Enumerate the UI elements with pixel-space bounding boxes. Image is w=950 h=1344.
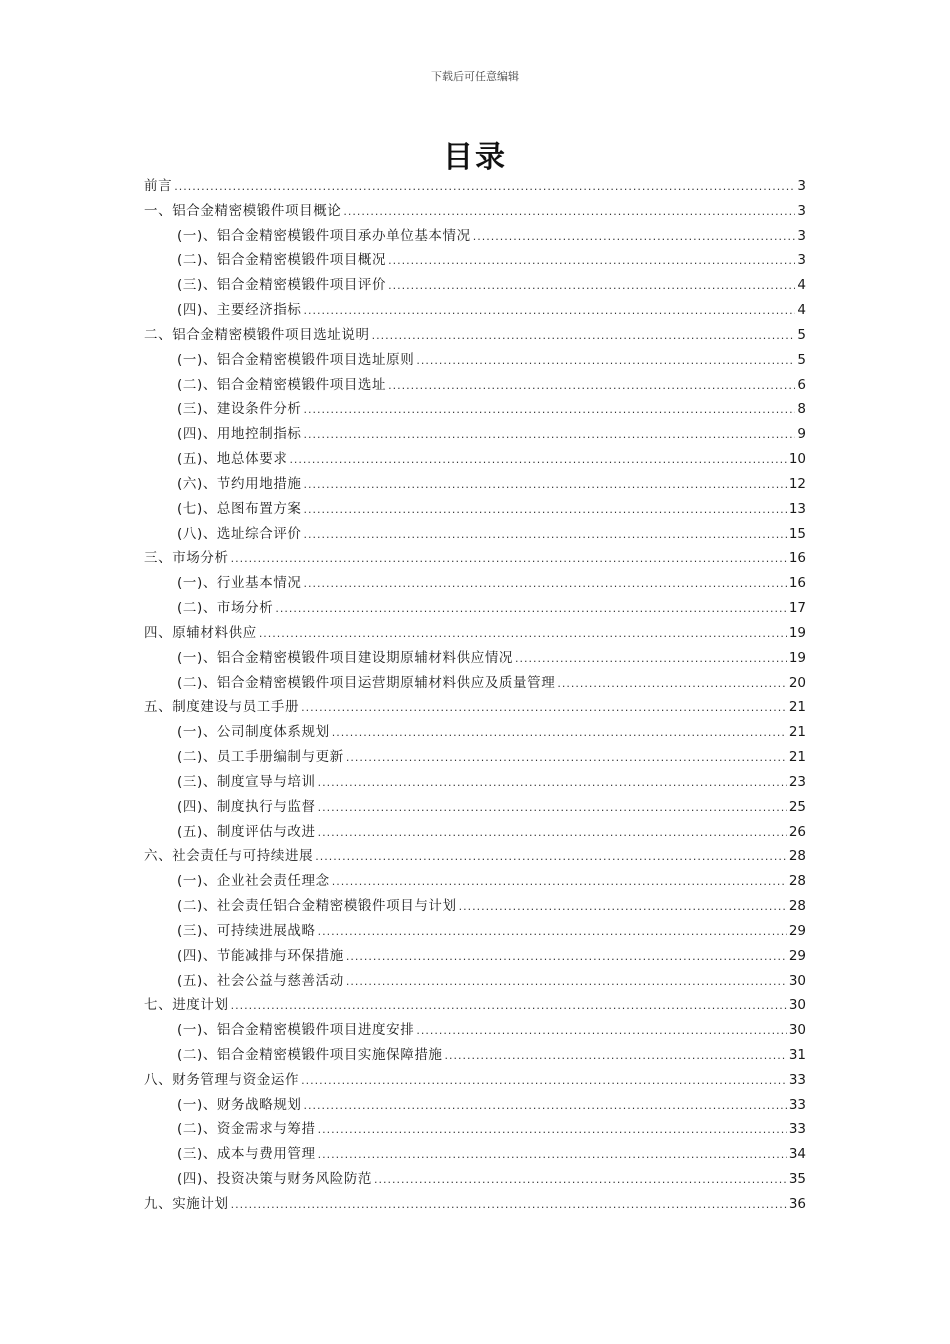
toc-entry-page-number: 28 <box>788 898 806 915</box>
toc-entry-label: (五)、制度评估与改进 <box>177 823 316 840</box>
toc-entry[interactable] <box>144 447 806 472</box>
toc-dot-leader <box>318 821 787 846</box>
toc-entry-page-number: 19 <box>788 624 806 641</box>
toc-entry-label: (一)、财务战略规划 <box>177 1096 302 1113</box>
toc-dot-leader <box>332 721 787 746</box>
toc-entry-page-number: 6 <box>797 376 806 393</box>
toc-entry-page-number: 9 <box>797 426 806 443</box>
toc-entry-page-number: 33 <box>788 1071 806 1088</box>
toc-entry-page-number: 21 <box>788 724 806 741</box>
page-header-note: 下载后可任意编辑 <box>431 70 519 83</box>
toc-entry[interactable] <box>144 273 806 298</box>
toc-entry-label: (二)、铝合金精密模锻件项目选址 <box>177 376 387 393</box>
toc-entry-page-number: 30 <box>788 1022 806 1039</box>
toc-entry[interactable] <box>144 373 806 398</box>
toc-dot-leader <box>315 845 787 870</box>
toc-entry-label: (五)、社会公益与慈善活动 <box>177 972 344 989</box>
toc-entry-label: (五)、地总体要求 <box>177 451 288 468</box>
toc-entry-page-number: 26 <box>788 823 806 840</box>
toc-entry-page-number: 13 <box>788 500 806 517</box>
toc-entry-label: (三)、铝合金精密模锻件项目评价 <box>177 277 387 294</box>
toc-entry[interactable] <box>144 1117 806 1142</box>
toc-dot-leader <box>459 895 787 920</box>
toc-dot-leader <box>231 547 787 572</box>
toc-dot-leader <box>304 1094 787 1119</box>
toc-entry-label: (四)、节能减排与环保措施 <box>177 947 344 964</box>
toc-entry-label: 三、市场分析 <box>144 550 229 567</box>
toc-entry-label: (四)、投资决策与财务风险防范 <box>177 1171 373 1188</box>
toc-entry-label: (一)、行业基本情况 <box>177 575 302 592</box>
toc-entry[interactable] <box>144 497 806 522</box>
toc-entry-page-number: 35 <box>788 1171 806 1188</box>
toc-entry-page-number: 21 <box>788 699 806 716</box>
toc-dot-leader <box>231 1193 787 1218</box>
toc-entry[interactable] <box>144 298 806 323</box>
toc-entry-page-number: 28 <box>788 848 806 865</box>
toc-title: 目录 <box>443 140 507 175</box>
toc-entry-page-number: 36 <box>788 1195 806 1212</box>
toc-entry-label: (一)、公司制度体系规划 <box>177 724 330 741</box>
toc-entry[interactable] <box>144 174 806 199</box>
toc-dot-leader <box>289 448 786 473</box>
toc-dot-leader <box>332 870 787 895</box>
toc-entry-label: (四)、用地控制指标 <box>177 426 302 443</box>
toc-dot-leader <box>445 1044 787 1069</box>
toc-entry-label: 一、铝合金精密模锻件项目概论 <box>144 202 342 219</box>
toc-entry-page-number: 21 <box>788 749 806 766</box>
toc-dot-leader <box>346 970 787 995</box>
toc-entry-label: 七、进度计划 <box>144 997 229 1014</box>
toc-dot-leader <box>416 1019 786 1044</box>
toc-entry-page-number: 12 <box>788 475 806 492</box>
toc-entry-page-number: 19 <box>788 649 806 666</box>
toc-entry[interactable] <box>144 1068 806 1093</box>
toc-entry-label: (二)、铝合金精密模锻件项目概况 <box>177 252 387 269</box>
toc-entry-page-number: 34 <box>788 1146 806 1163</box>
toc-entry-label: (七)、总图布置方案 <box>177 500 302 517</box>
toc-dot-leader <box>304 299 796 324</box>
toc-entry-label: (三)、建设条件分析 <box>177 401 302 418</box>
toc-dot-leader <box>301 1069 787 1094</box>
toc-dot-leader <box>473 225 796 250</box>
toc-entry[interactable] <box>144 422 806 447</box>
toc-dot-leader <box>515 647 787 672</box>
toc-entry-page-number: 23 <box>788 773 806 790</box>
toc-entry-page-number: 4 <box>797 277 806 294</box>
toc-entry[interactable] <box>144 1142 806 1167</box>
toc-entry-label: 九、实施计划 <box>144 1195 229 1212</box>
toc-entry[interactable] <box>144 894 806 919</box>
toc-entry[interactable] <box>144 596 806 621</box>
toc-entry[interactable] <box>144 199 806 224</box>
toc-entry-label: (一)、铝合金精密模锻件项目选址原则 <box>177 351 415 368</box>
toc-entry-label: (三)、制度宣导与培训 <box>177 773 316 790</box>
toc-dot-leader <box>259 622 787 647</box>
toc-entry[interactable] <box>144 348 806 373</box>
toc-entry-page-number: 31 <box>788 1046 806 1063</box>
toc-dot-leader <box>174 175 795 200</box>
toc-dot-leader <box>304 498 787 523</box>
toc-dot-leader <box>388 249 795 274</box>
toc-dot-leader <box>318 1143 787 1168</box>
toc-entry-page-number: 3 <box>797 227 806 244</box>
toc-entry-page-number: 25 <box>788 798 806 815</box>
toc-entry-label: (二)、铝合金精密模锻件项目实施保障措施 <box>177 1046 443 1063</box>
toc-entry-page-number: 17 <box>788 600 806 617</box>
toc-dot-leader <box>318 771 787 796</box>
toc-entry-label: (四)、制度执行与监督 <box>177 798 316 815</box>
toc-entry-label: (二)、市场分析 <box>177 600 274 617</box>
toc-entry-label: 二、铝合金精密模锻件项目选址说明 <box>144 326 370 343</box>
toc-dot-leader <box>388 274 795 299</box>
toc-dot-leader <box>557 672 786 697</box>
toc-entry-page-number: 29 <box>788 947 806 964</box>
toc-entry-label: 八、财务管理与资金运作 <box>144 1071 300 1088</box>
toc-entry[interactable] <box>144 1018 806 1043</box>
toc-entry-label: (一)、企业社会责任理念 <box>177 873 330 890</box>
toc-dot-leader <box>318 796 787 821</box>
toc-dot-leader <box>374 1168 787 1193</box>
toc-dot-leader <box>372 324 796 349</box>
toc-entry[interactable] <box>144 1093 806 1118</box>
toc-entry-label: (八)、选址综合评价 <box>177 525 302 542</box>
toc-entry-label: (一)、铝合金精密模锻件项目进度安排 <box>177 1022 415 1039</box>
toc-entry-page-number: 5 <box>797 326 806 343</box>
toc-entry[interactable] <box>144 720 806 745</box>
toc-entry-page-number: 3 <box>797 178 806 194</box>
toc-entry[interactable] <box>144 919 806 944</box>
toc-entry[interactable] <box>144 770 806 795</box>
toc-dot-leader <box>416 349 795 374</box>
toc-dot-leader <box>304 523 787 548</box>
toc-entry[interactable] <box>144 745 806 770</box>
toc-entry[interactable] <box>144 993 806 1018</box>
toc-dot-leader <box>346 746 787 771</box>
toc-entry-page-number: 10 <box>788 451 806 468</box>
toc-entry[interactable] <box>144 944 806 969</box>
toc-entry-page-number: 33 <box>788 1096 806 1113</box>
toc-entry[interactable] <box>144 546 806 571</box>
toc-entry[interactable] <box>144 1167 806 1192</box>
toc-entry-page-number: 3 <box>797 252 806 269</box>
toc-entry[interactable] <box>144 869 806 894</box>
toc-entry-label: (三)、可持续进展战略 <box>177 922 316 939</box>
toc-dot-leader <box>346 945 787 970</box>
toc-entry-page-number: 33 <box>788 1121 806 1138</box>
toc-entry-label: (二)、社会责任铝合金精密模锻件项目与计划 <box>177 898 457 915</box>
toc-entry-label: 六、社会责任与可持续进展 <box>144 848 314 865</box>
toc-entry-page-number: 30 <box>788 972 806 989</box>
toc-entry[interactable] <box>144 820 806 845</box>
toc-entry-label: (四)、主要经济指标 <box>177 302 302 319</box>
toc-entry[interactable] <box>144 671 806 696</box>
toc-entry-page-number: 4 <box>797 302 806 319</box>
toc-entry[interactable] <box>144 646 806 671</box>
toc-entry-label: (一)、铝合金精密模锻件项目建设期原辅材料供应情况 <box>177 649 514 666</box>
toc-entry-label: (二)、资金需求与筹措 <box>177 1121 316 1138</box>
toc-dot-leader <box>304 473 787 498</box>
toc-entry-page-number: 20 <box>788 674 806 691</box>
toc-entry[interactable] <box>144 1043 806 1068</box>
toc-entry[interactable] <box>144 397 806 422</box>
toc-entry-page-number: 30 <box>788 997 806 1014</box>
toc-entry-label: 五、制度建设与员工手册 <box>144 699 300 716</box>
toc-entry[interactable] <box>144 571 806 596</box>
toc-dot-leader <box>304 398 796 423</box>
toc-entry[interactable] <box>144 795 806 820</box>
toc-entry-page-number: 28 <box>788 873 806 890</box>
toc-entry[interactable] <box>144 224 806 249</box>
toc-entry[interactable] <box>144 323 806 348</box>
toc-dot-leader <box>304 423 796 448</box>
toc-dot-leader <box>388 374 795 399</box>
toc-dot-leader <box>231 994 787 1019</box>
table-of-contents <box>144 174 806 1217</box>
toc-entry-label: 四、原辅材料供应 <box>144 624 257 641</box>
toc-dot-leader <box>304 572 787 597</box>
toc-dot-leader <box>318 920 787 945</box>
toc-entry-page-number: 3 <box>797 202 806 219</box>
toc-entry-label: (六)、节约用地措施 <box>177 475 302 492</box>
toc-entry[interactable] <box>144 621 806 646</box>
toc-entry[interactable] <box>144 522 806 547</box>
toc-dot-leader <box>275 597 786 622</box>
toc-entry-page-number: 16 <box>788 575 806 592</box>
toc-entry-label: (二)、铝合金精密模锻件项目运营期原辅材料供应及质量管理 <box>177 674 556 691</box>
toc-entry[interactable] <box>144 695 806 720</box>
toc-entry-label: (二)、员工手册编制与更新 <box>177 749 344 766</box>
toc-dot-leader <box>318 1118 787 1143</box>
toc-entry-page-number: 15 <box>788 525 806 542</box>
toc-entry-page-number: 5 <box>797 351 806 368</box>
toc-dot-leader <box>343 200 795 225</box>
toc-entry-page-number: 29 <box>788 922 806 939</box>
toc-entry[interactable] <box>144 248 806 273</box>
toc-entry-label: (一)、铝合金精密模锻件项目承办单位基本情况 <box>177 227 471 244</box>
toc-entry-page-number: 8 <box>797 401 806 418</box>
toc-entry[interactable] <box>144 1192 806 1217</box>
toc-entry[interactable] <box>144 844 806 869</box>
toc-entry[interactable] <box>144 472 806 497</box>
toc-entry-label: 前言 <box>144 178 173 194</box>
toc-entry-page-number: 16 <box>788 550 806 567</box>
toc-dot-leader <box>301 696 787 721</box>
toc-entry[interactable] <box>144 969 806 994</box>
toc-entry-label: (三)、成本与费用管理 <box>177 1146 316 1163</box>
